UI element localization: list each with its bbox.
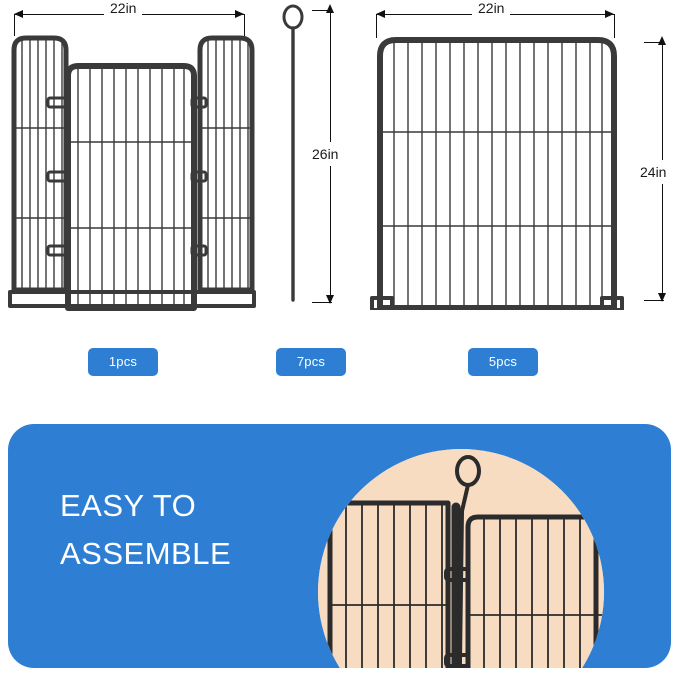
- center-height-tick-bottom: [312, 302, 332, 303]
- quantity-badge-stake: 7pcs: [276, 348, 346, 376]
- center-height-tick-top: [312, 10, 332, 11]
- quantity-badge-gate-panel: 1pcs: [88, 348, 158, 376]
- folded-gate-panel-illustration: [4, 32, 264, 322]
- right-height-label: 24in: [640, 160, 666, 184]
- plain-panel-illustration: [366, 30, 628, 310]
- assembly-photo-illustration: [318, 449, 604, 668]
- right-height-arrow-top: [658, 36, 666, 45]
- banner-headline-line-1: EASY TO: [60, 488, 197, 523]
- center-height-label: 26in: [312, 142, 338, 166]
- right-height-tick-top: [644, 42, 664, 43]
- banner-headline-line-2: ASSEMBLE: [60, 536, 232, 572]
- quantity-badge-plain-panel: 5pcs: [468, 348, 538, 376]
- right-height-tick-bottom: [644, 300, 664, 301]
- left-width-arrow-start: [14, 10, 23, 18]
- right-width-arrow-end: [605, 10, 614, 18]
- ground-stake-illustration: [276, 4, 310, 304]
- banner-headline: [60, 482, 231, 578]
- left-width-label: 22in: [104, 0, 142, 16]
- assembly-photo-circle: [318, 449, 604, 668]
- right-width-label: 22in: [472, 0, 510, 16]
- center-height-arrow-top: [326, 4, 334, 13]
- right-width-arrow-start: [376, 10, 385, 18]
- left-width-arrow-end: [235, 10, 244, 18]
- easy-to-assemble-banner: [8, 424, 671, 668]
